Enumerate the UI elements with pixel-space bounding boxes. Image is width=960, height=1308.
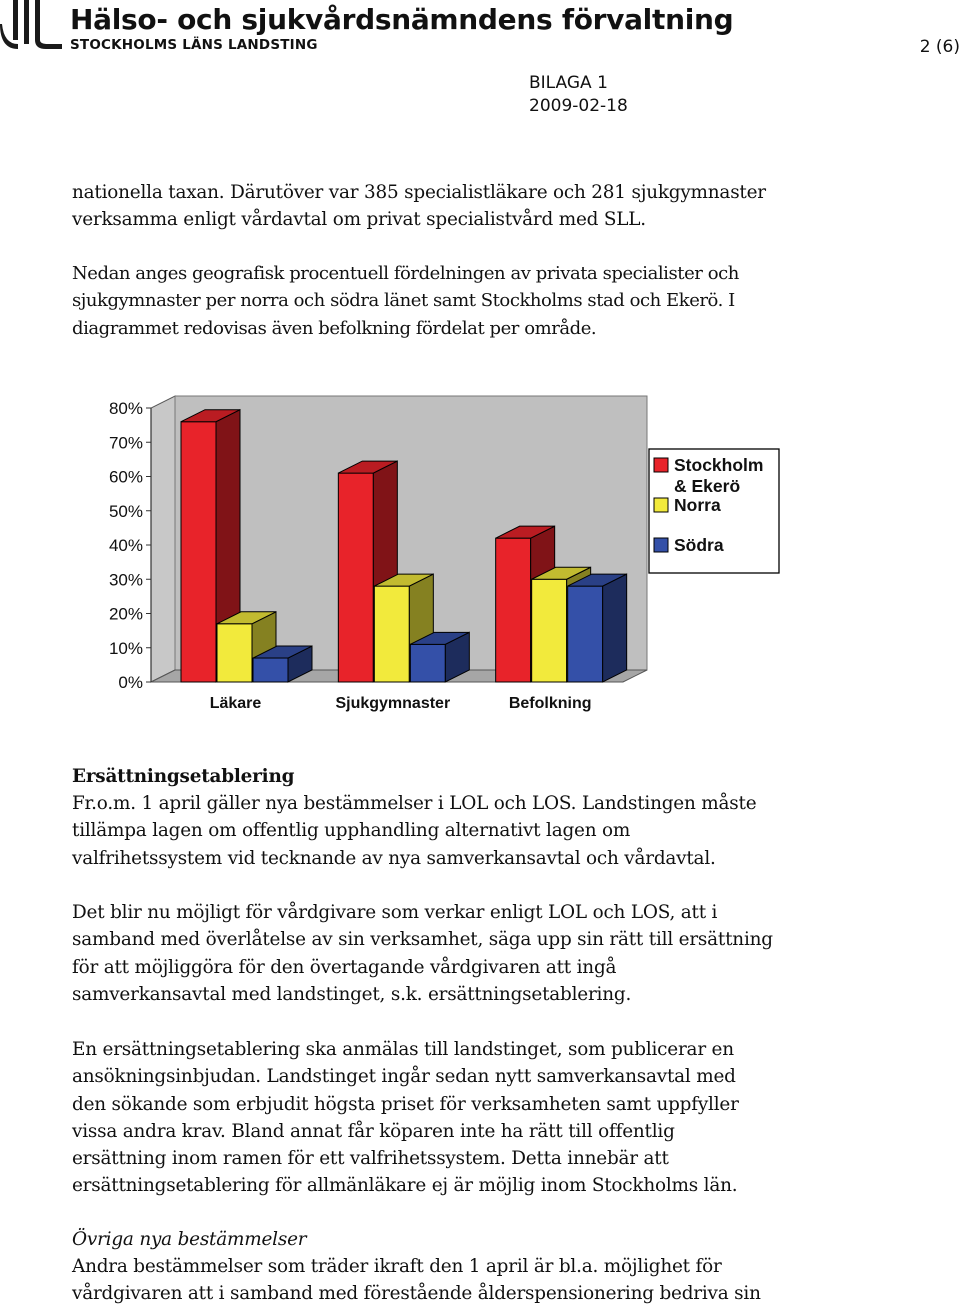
bar-front [568,586,603,682]
bar-front [253,658,288,682]
text-line: samband med överlåtelse av sin verksamhet, säga upp sin rätt till ersättning [72,929,773,951]
text-line: Det blir nu möjligt för vårdgivare som verkar enligt LOL och LOS, att i [72,902,718,923]
text-line: verksamma enligt vårdavtal om privat specialistvård med SLL. [72,209,646,231]
chart-legend [649,449,779,573]
text-line: ersättningsetablering för allmänläkare ej är möjlig inom Stockholms län. [72,1175,738,1197]
attachment-label: BILAGA 1 [529,73,608,93]
text-line: tillämpa lagen om offentlig upphandling alternativt lagen om [72,820,631,842]
text-line: valfrihetssystem vid tecknande av nya samverkansavtal och vårdavtal. [72,847,716,869]
legend-label: Södra [674,535,724,555]
text-line: vissa andra krav. Bland annat får köparen inte ha rätt till offentlig [72,1120,675,1142]
sll-logo-icon [0,0,62,50]
text-line: En ersättningsetablering ska anmälas till landstinget, som publicerar en [72,1039,734,1060]
y-tick-label: 0% [118,673,143,692]
text-line: för att möjliggöra för den övertagande vårdgivaren att ingå [72,956,617,978]
bar-front [410,644,445,682]
paragraph-1 [72,179,812,234]
text-line: Fr.o.m. 1 april gäller nya bestämmelser i LOL och LOS. Landstingen måste [72,793,757,814]
text-line: den sökande som erbjudit högsta priset för verksamheten samt uppfyller [72,1093,739,1115]
bar-chart [96,390,796,720]
text-line: ersättning inom ramen för ett valfrihetssystem. Detta innebär att [72,1148,669,1170]
y-tick-label: 60% [108,467,143,487]
y-tick-label: 80% [108,399,143,418]
subsection-heading: Övriga nya bestämmelser [72,1229,307,1250]
organization-name: Hälso- och sjukvårdsnämndens förvaltning [70,3,734,36]
y-tick-label: 10% [108,638,143,658]
y-tick-label: 70% [108,433,143,453]
x-axis-labels [210,695,592,712]
bar-front [374,586,409,682]
paragraph-3 [72,790,812,872]
organization-subtitle: STOCKHOLMS LÄNS LANDSTING [70,37,318,53]
y-axis-ticks [109,399,151,692]
x-tick-label: Läkare [209,695,262,712]
text-line: ansökningsinbjudan. Landstinget ingår sedan nytt samverkansavtal med [72,1066,736,1088]
text-line: vårdgivaren att i samband med förestående ålderspensionering bedriva sin [72,1283,761,1305]
legend-swatch [654,498,668,512]
bar-side [603,574,627,682]
page-number: 2 (6) [919,37,960,57]
attachment-block [529,72,628,118]
y-tick-label: 50% [108,501,143,521]
text-line: Andra bestämmelser som träder ikraft den 1 april är bl.a. möjlighet för [72,1256,722,1277]
legend-swatch [654,458,668,472]
text-line: diagrammet redovisas även befolkning fördelat per område. [72,317,597,339]
y-tick-label: 20% [108,604,143,624]
bar [410,632,469,682]
document-date: 2009-02-18 [529,96,628,116]
text-line: nationella taxan. Därutöver var 385 specialistläkare och 281 sjukgymnaster [72,182,766,203]
text-line: sjukgymnaster per norra och södra länet samt Stockholms stad och Ekerö. I [72,290,735,312]
bar [568,574,627,682]
y-tick-label: 40% [108,536,143,555]
paragraph-4 [72,899,812,1008]
paragraph-5 [72,1036,812,1200]
bar-front [496,538,531,682]
bar-front [181,422,216,682]
legend-label: Stockholm & Ekerö [674,455,764,496]
legend-label: Norra [674,495,721,515]
y-tick-label: 30% [108,570,143,590]
legend-swatch [654,538,668,552]
chart-side-wall [151,396,175,682]
x-tick-label: Befolkning [508,695,592,712]
text-line: samverkansavtal med landstinget, s.k. ersättningsetablering. [72,983,632,1005]
bar-front [532,579,567,682]
x-tick-label: Sjukgymnaster [335,695,451,712]
bar-front [217,624,252,682]
text-line: Nedan anges geografisk procentuell fördelningen av privata specialister och [72,263,739,284]
section-heading: Ersättningsetablering [72,766,295,787]
paragraph-2 [72,260,812,342]
bar-front [338,473,373,682]
paragraph-6 [72,1253,812,1308]
